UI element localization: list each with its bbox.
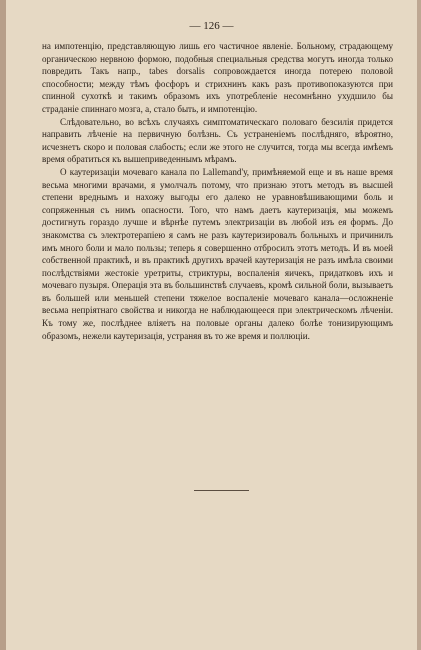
paragraph-2: Слѣдовательно, во всѣхъ случаяхъ симптоматическаго половаго безсилія придется направить лѣченіе на первичную болѣзнь. Съ устраненіемъ послѣдняго, вѣроятно, исчезнетъ скоро и половая слабость; если же этого не случится, тогда мы всегда имѣемъ время обратиться къ вышеприведеннымъ мѣрамъ. [42, 116, 393, 165]
page-number: — 126 — [189, 20, 234, 32]
paragraph-1: на импотенцію, представляющую лишь его частичное явленіе. Больному, страдающему органическою нервною формою, подобныя специальныя средства могутъ иногда только повредить Такъ напр., tabes dorsalis сопровождается иногда потерею половой способности; между тѣмъ фосфоръ и стрихнинъ какъ разъ противопоказуются при спинной сухоткѣ и такимъ образомъ ихъ употребленіе несомнѣнно ухудшило бы страданіе спиннаго мозга, а, стало быть, и импотенцію. [42, 41, 393, 114]
paragraph-3: О каутеризаціи мочеваго канала по Lallemand'у, примѣняемой еще и въ наше время весьма многими врачами, я умолчалъ потому, что признаю этотъ методъ въ высшей степени вреднымъ и нахожу выгоды его далеко не уравновѣшивающими боль и сопряженныя съ нимъ опасности. Того, что намъ даетъ каутеризація, мы можемъ достигнуть гораздо лучше и вѣрнѣе путемъ электризаціи въ любой изъ ея формъ. До знакомства съ электротерапіею я самъ не разъ каутеризировалъ больныхъ и причинилъ имъ много боли и мало пользы; теперь я совершенно отбросилъ этотъ методъ. И въ моей собственной практикѣ, и въ практикѣ другихъ врачей каутеризація не разъ имѣла своими послѣдствіями жестокіе уретриты, стриктуры, воспаленія яичекъ, придатковъ ихъ и мочеваго пузыря. Операція эта въ большинствѣ случаевъ, кромѣ сильной боли, вызываетъ въ большей или меньшей степени тяжелое воспаленіе мочеваго канала—осложненіе весьма непріятнаго свойства и никогда не наблюдающееся при электрическомъ лѣченіи. Къ тому же, послѣднее вліяетъ на половые органы далеко болѣе тонизирующимъ образомъ, нежели каутеризація, устраняя въ то же время и поллюціи. [42, 166, 393, 341]
body-text [42, 40, 393, 342]
section-separator-rule [194, 490, 249, 491]
